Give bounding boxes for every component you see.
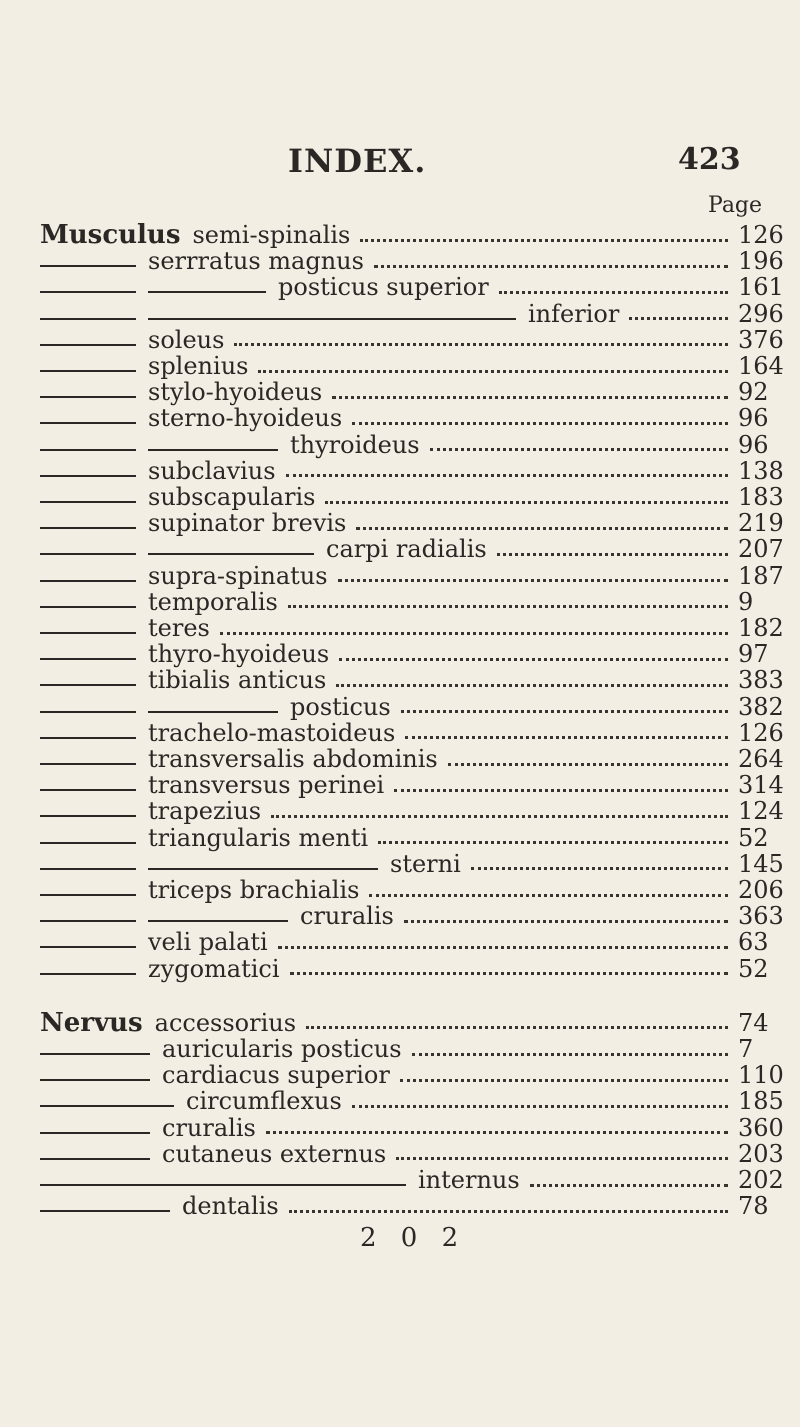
dot-leader bbox=[325, 501, 728, 504]
ditto-dash bbox=[40, 763, 136, 765]
entry-term: trapezius bbox=[148, 797, 262, 826]
index-entry bbox=[0, 301, 800, 327]
entry-page: 187 bbox=[738, 561, 784, 590]
ditto-dash bbox=[150, 1184, 406, 1186]
entry-page: 138 bbox=[738, 456, 784, 485]
entry-page: 219 bbox=[738, 509, 784, 538]
entry-page: 207 bbox=[738, 535, 784, 564]
entry-term: accessorius bbox=[154, 1008, 297, 1037]
ditto-dash bbox=[40, 815, 136, 817]
ditto-dash bbox=[40, 265, 136, 267]
dot-leader bbox=[290, 972, 728, 975]
entry-term: transversalis abdominis bbox=[148, 745, 438, 773]
dot-leader bbox=[306, 1026, 728, 1029]
dot-leader bbox=[288, 605, 728, 608]
index-entry bbox=[0, 274, 800, 300]
dot-leader bbox=[405, 736, 728, 739]
entry-page: 382 bbox=[738, 692, 784, 721]
dot-leader bbox=[394, 789, 728, 792]
ditto-dash bbox=[148, 868, 378, 870]
entry-term: triceps brachialis bbox=[148, 876, 360, 904]
entry-term: sterno-hyoideus bbox=[148, 404, 343, 433]
ditto-dash bbox=[40, 894, 136, 896]
index-entry bbox=[0, 1062, 800, 1088]
entry-term: auricularis posticus bbox=[162, 1035, 402, 1063]
ditto-dash bbox=[40, 1079, 150, 1081]
ditto-dash bbox=[40, 553, 136, 555]
ditto-dash bbox=[116, 1105, 174, 1107]
lead-word: Nervus bbox=[40, 1007, 143, 1038]
ditto-dash bbox=[40, 973, 136, 975]
entry-term: supinator brevis bbox=[148, 509, 347, 538]
entry-page: 161 bbox=[738, 273, 784, 302]
page-header bbox=[0, 142, 800, 182]
index-entry bbox=[0, 589, 800, 615]
dot-leader bbox=[404, 920, 728, 923]
index-entry bbox=[0, 798, 800, 824]
ditto-dash bbox=[40, 318, 136, 320]
index-entry bbox=[0, 432, 800, 458]
entry-term: cutaneus externus bbox=[162, 1139, 387, 1168]
ditto-dash bbox=[40, 475, 136, 477]
ditto-dash bbox=[148, 920, 288, 922]
entry-term: cruralis bbox=[162, 1113, 256, 1142]
entry-page: 196 bbox=[738, 247, 784, 276]
index-entry bbox=[0, 694, 800, 720]
entry-page: 96 bbox=[738, 430, 769, 459]
dot-leader bbox=[258, 370, 728, 373]
ditto-dash bbox=[40, 370, 136, 372]
dot-leader bbox=[338, 579, 728, 582]
ditto-dash bbox=[40, 1210, 170, 1212]
dot-leader bbox=[220, 632, 728, 635]
dot-leader bbox=[430, 448, 728, 451]
ditto-dash bbox=[40, 1132, 150, 1134]
entry-page: 264 bbox=[738, 745, 784, 773]
ditto-dash bbox=[40, 658, 136, 660]
ditto-dash bbox=[40, 1105, 116, 1107]
index-entry bbox=[0, 1141, 800, 1167]
index-entry bbox=[0, 510, 800, 536]
entry-term: posticus superior bbox=[278, 273, 489, 302]
ditto-dash bbox=[40, 606, 136, 608]
entry-page: 126 bbox=[738, 718, 784, 747]
entry-term: zygomatici bbox=[148, 954, 280, 983]
ditto-dash bbox=[40, 920, 136, 922]
entry-page: 383 bbox=[738, 666, 784, 695]
entry-page: 92 bbox=[738, 378, 769, 407]
dot-leader bbox=[497, 553, 728, 556]
index-entry bbox=[0, 929, 800, 955]
index-entry bbox=[0, 327, 800, 353]
entry-page: 314 bbox=[738, 771, 784, 800]
dot-leader bbox=[401, 710, 728, 713]
entry-term: tibialis anticus bbox=[148, 666, 327, 695]
dot-leader bbox=[336, 684, 728, 687]
entry-term: carpi radialis bbox=[326, 535, 487, 564]
ditto-dash bbox=[40, 737, 136, 739]
ditto-dash bbox=[40, 1184, 150, 1186]
entry-term: supra-spinatus bbox=[148, 561, 328, 590]
page-title: INDEX. bbox=[288, 142, 427, 180]
index-entry bbox=[0, 615, 800, 641]
dot-leader bbox=[286, 474, 728, 477]
entry-term: internus bbox=[418, 1166, 520, 1194]
entry-term: inferior bbox=[528, 299, 620, 328]
index-entry bbox=[0, 484, 800, 510]
entry-page: 74 bbox=[738, 1008, 769, 1037]
entry-page: 206 bbox=[738, 876, 784, 904]
index-entry bbox=[0, 667, 800, 693]
dot-leader bbox=[530, 1184, 728, 1187]
entry-page: 183 bbox=[738, 483, 784, 511]
index-entry bbox=[0, 1115, 800, 1141]
signature-mark: 2 0 2 bbox=[360, 1223, 467, 1254]
dot-leader bbox=[271, 815, 728, 818]
dot-leader bbox=[374, 265, 728, 268]
entry-page: 164 bbox=[738, 352, 784, 380]
entry-term: cruralis bbox=[300, 902, 394, 931]
page-column-label: Page bbox=[708, 193, 763, 218]
entry-term: cardiacus superior bbox=[162, 1061, 390, 1090]
entry-term: soleus bbox=[148, 325, 225, 354]
entry-term: posticus bbox=[290, 692, 391, 721]
ditto-dash bbox=[40, 422, 136, 424]
index-entry bbox=[0, 1036, 800, 1062]
index-entry bbox=[0, 458, 800, 484]
index-entry bbox=[0, 720, 800, 746]
ditto-dash bbox=[40, 684, 136, 686]
dot-leader bbox=[332, 396, 728, 399]
entry-page: 145 bbox=[738, 849, 784, 878]
entry-page: 52 bbox=[738, 823, 769, 852]
index-entry bbox=[0, 248, 800, 274]
lead-word: Musculus bbox=[40, 220, 181, 250]
dot-leader bbox=[339, 658, 728, 661]
ditto-dash bbox=[40, 789, 136, 791]
entry-term: thyro-hyoideus bbox=[148, 640, 330, 669]
entry-page: 7 bbox=[738, 1035, 754, 1063]
entry-page: 9 bbox=[738, 587, 754, 616]
ditto-dash bbox=[40, 1158, 150, 1160]
ditto-dash bbox=[148, 291, 266, 293]
entry-term: teres bbox=[148, 614, 210, 642]
ditto-dash bbox=[40, 842, 136, 844]
dot-leader bbox=[629, 317, 728, 320]
entry-page: 96 bbox=[738, 404, 769, 433]
index-entry bbox=[0, 956, 800, 982]
entry-page: 63 bbox=[738, 928, 769, 957]
index-entry bbox=[0, 1088, 800, 1114]
entry-term: veli palati bbox=[148, 928, 268, 957]
ditto-dash bbox=[148, 711, 278, 713]
ditto-dash bbox=[40, 1053, 150, 1055]
ditto-dash bbox=[40, 711, 136, 713]
entry-term: semi-spinalis bbox=[192, 221, 351, 249]
entry-page: 110 bbox=[738, 1061, 784, 1090]
dot-leader bbox=[352, 1105, 728, 1108]
dot-leader bbox=[369, 894, 728, 897]
dot-leader bbox=[360, 239, 728, 242]
index-entry bbox=[0, 851, 800, 877]
ditto-dash bbox=[40, 396, 136, 398]
dot-leader bbox=[234, 343, 728, 346]
index-entry bbox=[0, 405, 800, 431]
ditto-dash bbox=[148, 318, 516, 320]
ditto-dash bbox=[40, 632, 136, 634]
dot-leader bbox=[499, 291, 728, 294]
dot-leader bbox=[378, 841, 728, 844]
ditto-dash bbox=[40, 501, 136, 503]
entry-term: stylo-hyoideus bbox=[148, 378, 323, 407]
index-entry bbox=[0, 379, 800, 405]
index-entry bbox=[0, 536, 800, 562]
index-entry bbox=[0, 222, 800, 248]
dot-leader bbox=[356, 527, 728, 530]
dot-leader bbox=[278, 946, 728, 949]
entry-term: subscapularis bbox=[148, 483, 316, 511]
entry-term: temporalis bbox=[148, 587, 278, 616]
entry-page: 124 bbox=[738, 797, 784, 826]
entry-page: 376 bbox=[738, 325, 784, 354]
entry-page: 203 bbox=[738, 1139, 784, 1168]
entry-term: thyroideus bbox=[290, 430, 420, 459]
index-entry bbox=[0, 903, 800, 929]
index-entry bbox=[0, 563, 800, 589]
dot-leader bbox=[266, 1131, 728, 1134]
entry-term: sterni bbox=[390, 849, 461, 878]
page-number: 423 bbox=[678, 142, 741, 177]
entry-term: dentalis bbox=[182, 1192, 279, 1221]
index-entry bbox=[0, 641, 800, 667]
ditto-dash bbox=[40, 868, 136, 870]
index-entry bbox=[0, 1167, 800, 1193]
entry-term: transversus perinei bbox=[148, 771, 385, 800]
entry-term: circumflexus bbox=[186, 1087, 342, 1116]
dot-leader bbox=[289, 1210, 728, 1213]
index-entry bbox=[0, 1193, 800, 1219]
dot-leader bbox=[448, 763, 728, 766]
index-entry bbox=[0, 1007, 800, 1038]
index-entry bbox=[0, 877, 800, 903]
entry-page: 202 bbox=[738, 1166, 784, 1194]
ditto-dash bbox=[40, 946, 136, 948]
entry-page: 78 bbox=[738, 1192, 769, 1221]
ditto-dash bbox=[148, 449, 278, 451]
ditto-dash bbox=[40, 449, 136, 451]
dot-leader bbox=[396, 1157, 728, 1160]
index-entry bbox=[0, 772, 800, 798]
dot-leader bbox=[352, 422, 728, 425]
entry-page: 185 bbox=[738, 1087, 784, 1116]
entry-page: 296 bbox=[738, 299, 784, 328]
entry-page: 52 bbox=[738, 954, 769, 983]
index-entry bbox=[0, 746, 800, 772]
index-entry bbox=[0, 353, 800, 379]
entry-term: subclavius bbox=[148, 456, 276, 485]
entry-term: serrratus magnus bbox=[148, 247, 364, 276]
index-entry bbox=[0, 825, 800, 851]
entry-page: 360 bbox=[738, 1113, 784, 1142]
ditto-dash bbox=[148, 553, 314, 555]
entry-page: 97 bbox=[738, 640, 769, 669]
entry-page: 126 bbox=[738, 221, 784, 249]
entry-term: triangularis menti bbox=[148, 823, 369, 852]
entry-page: 363 bbox=[738, 902, 784, 931]
dot-leader bbox=[471, 867, 728, 870]
ditto-dash bbox=[40, 291, 136, 293]
dot-leader bbox=[400, 1079, 728, 1082]
dot-leader bbox=[412, 1053, 728, 1056]
ditto-dash bbox=[40, 527, 136, 529]
ditto-dash bbox=[40, 344, 136, 346]
entry-term: splenius bbox=[148, 352, 249, 380]
entry-page: 182 bbox=[738, 614, 784, 642]
entry-term: trachelo-mastoideus bbox=[148, 718, 396, 747]
ditto-dash bbox=[40, 580, 136, 582]
